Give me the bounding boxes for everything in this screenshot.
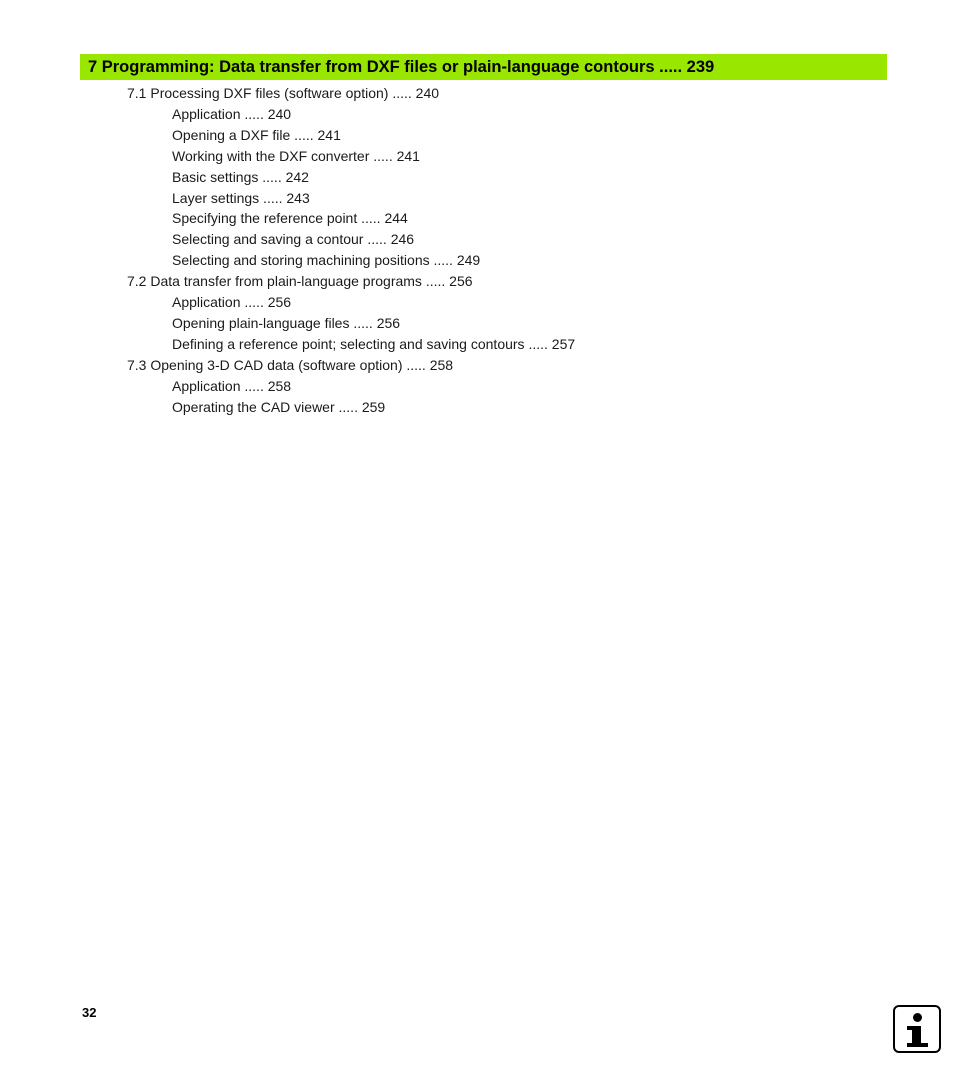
toc-entry-application[interactable]: Application ..... 258 xyxy=(172,377,292,394)
toc-entry-opening-plain-language-files[interactable]: Opening plain-language files ..... 256 xyxy=(172,314,401,331)
toc-section-7-3[interactable]: 7.3 Opening 3-D CAD data (software option) ..... 258 xyxy=(127,356,454,373)
toc-entry-operating-cad-viewer[interactable]: Operating the CAD viewer ..... 259 xyxy=(172,398,386,415)
info-icon-serif-bottom xyxy=(907,1043,928,1047)
chapter-title[interactable]: 7 Programming: Data transfer from DXF files or plain-language contours ..... 239 xyxy=(88,58,715,76)
toc-entry-working-with-dxf-converter[interactable]: Working with the DXF converter ..... 241 xyxy=(172,147,420,164)
chapter-heading-bar xyxy=(80,54,887,80)
toc-section-7-1[interactable]: 7.1 Processing DXF files (software option) ..... 240 xyxy=(127,85,440,101)
toc-section-7-2[interactable]: 7.2 Data transfer from plain-language programs ..... 256 xyxy=(127,273,473,290)
info-icon-dot xyxy=(913,1013,922,1022)
toc-entry-selecting-saving-contour[interactable]: Selecting and saving a contour ..... 246 xyxy=(172,231,415,248)
toc-entry-layer-settings[interactable]: Layer settings ..... 243 xyxy=(172,189,310,206)
toc-entry-defining-reference-point[interactable]: Defining a reference point; selecting and saving contours ..... 257 xyxy=(172,335,576,352)
toc-entry-application[interactable]: Application ..... 240 xyxy=(172,105,292,122)
toc-entry-specifying-reference-point[interactable]: Specifying the reference point ..... 244 xyxy=(172,210,408,227)
toc-entry-opening-dxf-file[interactable]: Opening a DXF file ..... 241 xyxy=(172,126,341,143)
page-number: 32 xyxy=(82,1005,97,1020)
info-icon xyxy=(893,1005,941,1053)
toc-entry-selecting-storing-positions[interactable]: Selecting and storing machining positions ..... 249 xyxy=(172,252,481,269)
toc-entry-application[interactable]: Application ..... 256 xyxy=(172,294,292,310)
toc-entry-basic-settings[interactable]: Basic settings ..... 242 xyxy=(172,168,309,185)
